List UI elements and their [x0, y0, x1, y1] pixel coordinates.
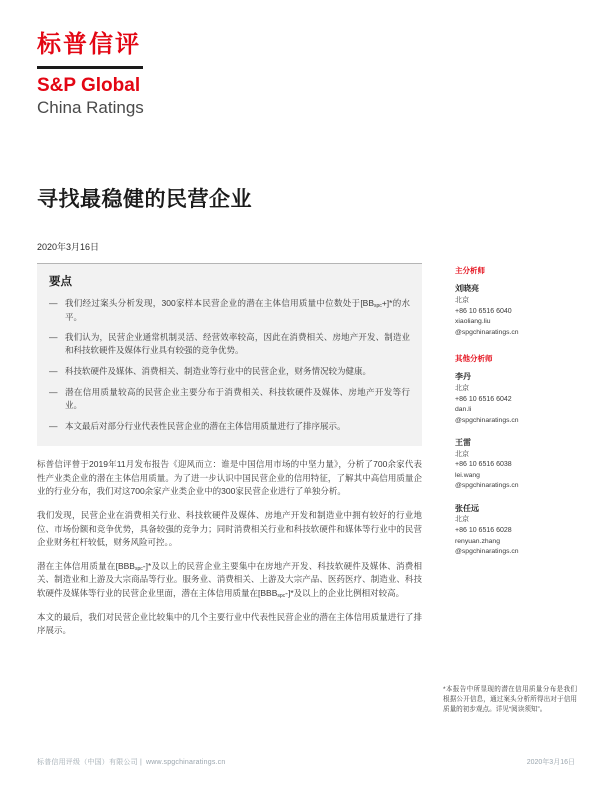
- bullet-dash: —: [49, 386, 58, 397]
- analyst-card: [455, 437, 580, 492]
- footer-website-link[interactable]: www.spgchinaratings.cn: [145, 759, 226, 766]
- analyst-city: 北京: [455, 516, 469, 524]
- analyst-phone: +86 10 6516 6038: [455, 461, 512, 469]
- analyst-phone: +86 10 6516 6040: [455, 307, 512, 315]
- analyst-card: [455, 503, 580, 558]
- bullet-dash: —: [49, 331, 58, 342]
- analyst-card-primary: [455, 283, 580, 338]
- keypoints-heading: 要点: [49, 276, 72, 288]
- logo-sp-global: S&P Global: [37, 75, 141, 97]
- footer-company-name: 标普信用评级（中国）有限公司 |: [37, 759, 142, 766]
- analyst-phone: +86 10 6516 6042: [455, 395, 512, 403]
- analyst-name: 王雷: [455, 437, 471, 447]
- analyst-email-domain[interactable]: @spgchinaratings.cn: [455, 482, 519, 490]
- analyst-phone: +86 10 6516 6028: [455, 527, 512, 535]
- other-analysts-label: 其他分析师: [455, 353, 493, 363]
- keypoint-text: 我们认为，民营企业通常机制灵活、经营效率较高，因此在消费相关、房地产开发、制造业和科技软硬件及媒体行业具有较强的竞争优势。: [65, 331, 410, 356]
- footer-date: 2020年3月16日: [526, 759, 575, 766]
- analysts-sidebar: [455, 265, 580, 568]
- keypoint-item: [49, 365, 410, 379]
- keypoint-text: 潜在信用质量较高的民营企业主要分布于消费相关、科技软硬件及媒体、房地产开发等行业。: [65, 386, 410, 410]
- analyst-email-user[interactable]: lei.wang: [455, 472, 480, 480]
- keypoint-item: [49, 386, 410, 413]
- analyst-city: 北京: [455, 384, 469, 392]
- main-column: [37, 263, 422, 638]
- primary-analyst-label: 主分析师: [455, 266, 485, 275]
- analyst-name: 刘晓亮: [455, 284, 479, 293]
- analyst-city: 北京: [455, 296, 469, 304]
- keypoint-text: 我们经过案头分析发现，300家样本民营企业的潜在主体信用质量中位数处于$[BB_{spc}+]*$的水平。: [65, 298, 410, 322]
- body-paragraph-4: 本文的最后，我们对民营企业比较集中的几个主要行业中代表性民营企业的潜在主体信用质量进行了排序展示。: [37, 611, 422, 636]
- keypoint-text: 本文最后对部分行业代表性民营企业的潜在主体信用质量进行了排序展示。: [65, 420, 346, 431]
- logo-divider-rule: [37, 66, 143, 70]
- analyst-email-domain[interactable]: @spgchinaratings.cn: [455, 328, 519, 336]
- page-footer: [37, 757, 575, 767]
- analyst-email-domain[interactable]: @spgchinaratings.cn: [455, 416, 519, 424]
- keypoint-text: 科技软硬件及媒体、消费相关、制造业等行业中的民营企业，财务情况较为健康。: [65, 365, 372, 376]
- analyst-email-domain[interactable]: @spgchinaratings.cn: [455, 548, 519, 556]
- keypoint-item: [49, 420, 410, 434]
- analyst-name: 张任远: [455, 503, 479, 513]
- keypoint-item: [49, 331, 410, 358]
- body-paragraph-2: 我们发现，民营企业在消费相关行业、科技软硬件及媒体、房地产开发和制造业中拥有较好的行业地位、市场份额和竞争优势，具备较强的竞争力；同时消费相关行业和科技软硬件和媒体等行业中的民营企业财务杠杆较低，财务风险可控。。: [37, 510, 422, 548]
- publish-date: 2020年3月16日: [37, 242, 100, 252]
- footer-company: [37, 757, 225, 767]
- analyst-email-user[interactable]: dan.li: [455, 406, 472, 414]
- analyst-card: [455, 371, 580, 426]
- body-paragraph-3: 潜在主体信用质量在$[BBB_{spc}-]*$及以上的民营企业主要集中在房地产开发、科技软硬件及媒体、消费相关、制造业和上游及大宗商品等行业。服务业、消费相关、上游及大宗产品、医药医疗、制造业、科技软硬件及媒体等行业的民营企业里面，潜在主体信用质量在$[BBB_{spc}-]*$及以上的企业比例相对较高。: [37, 560, 422, 600]
- logo-chinese-name: 标普信评: [37, 31, 141, 58]
- sp-global-logo: [37, 31, 144, 119]
- bullet-dash: —: [49, 420, 58, 431]
- analyst-email-user[interactable]: renyuan.zhang: [455, 538, 500, 546]
- bullet-dash: —: [49, 298, 58, 308]
- analyst-city: 北京: [455, 450, 469, 458]
- analyst-email-user[interactable]: xiaoliang.liu: [455, 318, 491, 326]
- keypoints-box: [37, 263, 422, 446]
- bullet-dash: —: [49, 365, 58, 376]
- body-paragraph-1: 标普信评曾于2019年11月发布报告《迎风而立：谁是中国信用市场的中坚力量》，分析了700余家代表性产业类企业的潜在主体信用质量。为了进一步认识中国民营企业的信用特征，了解其中高信用质量企业的行业分布，我们对这700余家产业类企业中的300家民营企业进行了单独分析。: [37, 459, 422, 497]
- analyst-name: 李丹: [455, 371, 471, 381]
- page-title: 寻找最稳健的民营企业: [37, 188, 252, 211]
- keypoint-item: [49, 297, 410, 324]
- footnote: *本报告中所显现的潜在信用质量分布是我们根据公开信息，通过案头分析所得出对于信用质量的初步观点。详见“阅读须知”。: [443, 686, 577, 714]
- logo-china-ratings: China Ratings: [37, 98, 144, 118]
